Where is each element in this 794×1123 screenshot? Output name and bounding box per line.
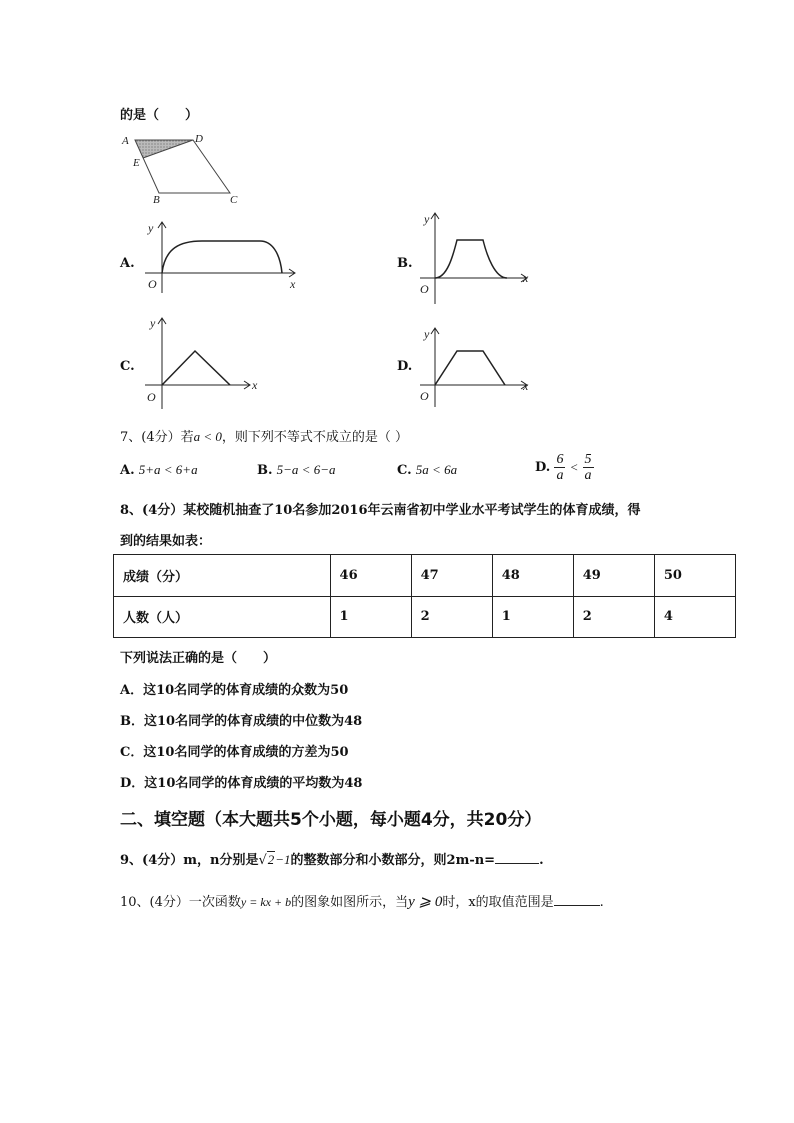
- sqrt-expression: √2−1: [258, 852, 291, 868]
- section-heading: 二、填空题（本大题共5个小题，每小题4分，共20分）: [120, 810, 542, 830]
- q9-stem: 9、(4分）m，n分别是√2−1的整数部分和小数部分，则2m-n= .: [120, 852, 544, 868]
- q8-question: 下列说法正确的是（ ）: [120, 651, 277, 666]
- table-cell: 人数（人）: [114, 596, 331, 638]
- table-cell: 49: [573, 555, 654, 597]
- curve: [162, 351, 230, 385]
- q7-option-d: D. $\frac{6}{a}$ < $\frac{5}{a}$: [535, 452, 592, 483]
- table-cell: 47: [411, 555, 492, 597]
- table-cell: 46: [330, 555, 411, 597]
- table-row: [114, 596, 736, 638]
- vertex-a-label: A: [122, 135, 129, 147]
- vertex-b-label: B: [153, 194, 160, 206]
- x-label: x: [523, 379, 529, 393]
- table-cell: 48: [492, 555, 573, 597]
- q7-option-b: B. 5−a < 6−a: [257, 462, 336, 478]
- q7-condition: a < 0: [193, 429, 222, 444]
- table-cell: 50: [654, 555, 735, 597]
- table-cell: 2: [411, 596, 492, 638]
- table-cell: 1: [492, 596, 573, 638]
- graph-option-b-label: B.: [397, 256, 413, 271]
- q7-option-c: C. 5a < 6a: [397, 462, 458, 478]
- y-label: y: [148, 221, 154, 235]
- vertex-c-label: C: [230, 194, 238, 206]
- q8-stem-line2: 到的结果如表：: [120, 534, 212, 549]
- graph-option-a-label: A.: [120, 256, 135, 271]
- x-label: x: [523, 271, 529, 285]
- y-label: y: [150, 316, 156, 330]
- table-cell: 成绩（分）: [114, 555, 331, 597]
- origin-label: O: [148, 277, 157, 291]
- q8-stem-line1: 8、(4分）某校随机抽查了10名参加2016年云南省初中学业水平考试学生的体育成绩，得: [120, 503, 641, 518]
- q8-option-a: A．这10名同学的体育成绩的众数为50: [120, 683, 349, 698]
- fraction-6-over-a: $\frac{6}{a}$: [556, 452, 564, 483]
- q8-option-c: C．这10名同学的体育成绩的方差为50: [120, 745, 349, 760]
- curve: [435, 351, 505, 385]
- curve: [435, 240, 507, 278]
- graph-a: [140, 218, 310, 296]
- table-cell: 2: [573, 596, 654, 638]
- x-label: x: [290, 277, 296, 291]
- score-table: [113, 554, 736, 638]
- x-label: x: [252, 378, 258, 392]
- q8-option-b: B．这10名同学的体育成绩的中位数为48: [120, 714, 363, 729]
- linear-function: y = kx + b: [240, 895, 292, 909]
- fraction-5-over-a: $\frac{5}{a}$: [584, 452, 592, 483]
- parallelogram-figure: [115, 128, 245, 208]
- vertex-e-label: E: [133, 157, 140, 169]
- origin-label: O: [420, 282, 429, 296]
- q6-tail-text: 的是（ ）: [120, 108, 199, 123]
- q7-option-a: A. 5+a < 6+a: [120, 462, 198, 478]
- graph-option-c-label: C.: [120, 359, 135, 374]
- y-label: y: [424, 327, 430, 341]
- graph-option-d-label: D.: [397, 359, 413, 374]
- y-label: y: [424, 212, 430, 226]
- y-condition: y ⩾ 0: [408, 894, 443, 910]
- table-row: [114, 555, 736, 597]
- origin-label: O: [420, 389, 429, 403]
- table-cell: 4: [654, 596, 735, 638]
- graph-c: [140, 313, 265, 411]
- graph-b: [415, 208, 545, 306]
- curve: [162, 241, 282, 273]
- q10-stem: 10、(4分）一次函数y = kx + b的图象如图所示，当y ⩾ 0时，x的取值范围是 .: [120, 894, 604, 910]
- q8-option-d: D．这10名同学的体育成绩的平均数为48: [120, 776, 363, 791]
- table-cell: 1: [330, 596, 411, 638]
- vertex-d-label: D: [195, 133, 203, 145]
- answer-blank[interactable]: [554, 905, 600, 906]
- q7-stem: 7、(4分）若a < 0，则下列不等式不成立的是（ ）: [120, 429, 409, 445]
- answer-blank[interactable]: [495, 863, 539, 864]
- graph-d: [415, 323, 545, 409]
- origin-label: O: [147, 390, 156, 404]
